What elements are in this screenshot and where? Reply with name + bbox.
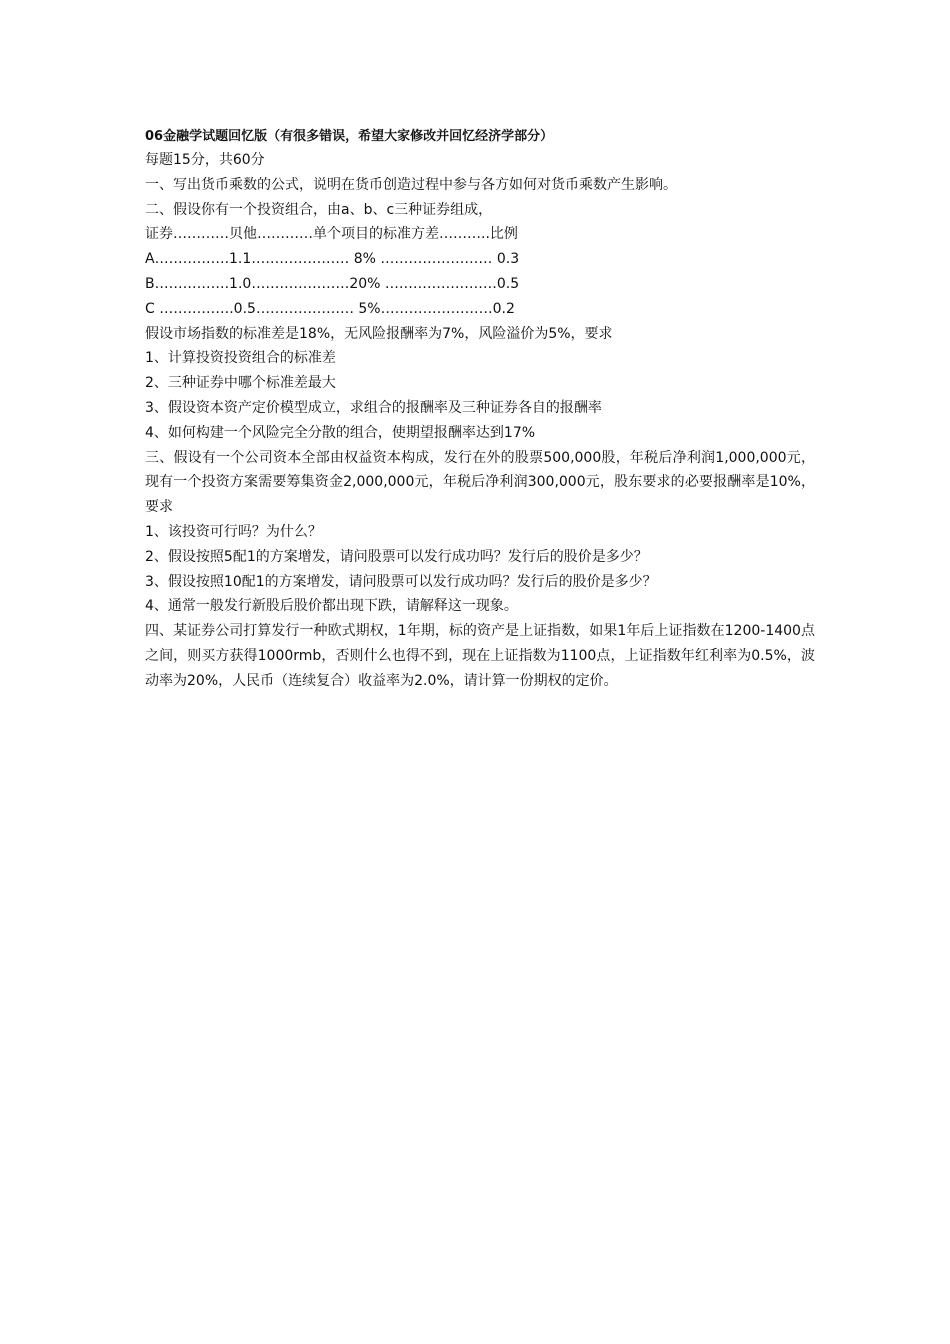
question-2-table-row-c: C …………….0.5………………… 5%……………………0.2 (145, 300, 515, 317)
question-2-assumption: 假设市场指数的标准差是18%，无风险报酬率为7%，风险溢价为5%，要求 (145, 325, 613, 342)
question-3-intro: 三、假设有一个公司资本全部由权益资本构成，发行在外的股票500,000股，年税后净利润1,000,000元，现有一个投资方案需要筹集资金2,000,000元，年税后净利润300,000元，股东要求的必要报酬率是10%，要求 (145, 449, 815, 516)
score-note: 每题15分，共60分 (145, 152, 265, 168)
question-2-table-row-b: B…………….1.0…………………20% ……………………0.5 (145, 275, 520, 292)
question-3-part-3: 3、假设按照10配1的方案增发，请问股票可以发行成功吗？发行后的股价是多少？ (145, 573, 657, 590)
question-2-part-4: 4、如何构建一个风险完全分散的组合，使期望报酬率达到17% (145, 424, 536, 441)
question-2-intro: 二、假设你有一个投资组合，由a、b、c三种证券组成， (145, 201, 493, 218)
question-2-table-header: 证券…………贝他…………单个项目的标准方差………..比例 (145, 226, 518, 243)
question-2-part-1: 1、计算投资投资组合的标准差 (145, 350, 336, 367)
question-1: 一、写出货币乘数的公式，说明在货币创造过程中参与各方如何对货币乘数产生影响。 (145, 176, 677, 193)
question-4: 四、某证券公司打算发行一种欧式期权，1年期，标的资产是上证指数，如果1年后上证指数在1200-1400点之间，则买方获得1000rmb，否则什么也得不到，现在上证指数为1100点，上证指数年红利率为0.5%，波动率为20%，人民币（连续复合）收益率为2.0%，请计算一份期权的定价。 (145, 623, 815, 689)
question-3-part-4: 4、通常一般发行新股后股价都出现下跌，请解释这一现象。 (145, 598, 518, 615)
question-2-table-row-a: A…………….1.1………………… 8% …………………… 0.3 (145, 251, 520, 268)
document-body (145, 126, 815, 694)
question-2-part-3: 3、假设资本资产定价模型成立，求组合的报酬率及三种证券各自的报酬率 (145, 399, 602, 416)
question-3-part-2: 2、假设按照5配1的方案增发，请问股票可以发行成功吗？发行后的股价是多少？ (145, 548, 648, 565)
question-2-part-2: 2、三种证券中哪个标准差最大 (145, 375, 336, 392)
question-3-part-1: 1、该投资可行吗？为什么？ (145, 523, 322, 540)
document-title: 06金融学试题回忆版（有很多错误，希望大家修改并回忆经济学部分） (145, 129, 554, 144)
